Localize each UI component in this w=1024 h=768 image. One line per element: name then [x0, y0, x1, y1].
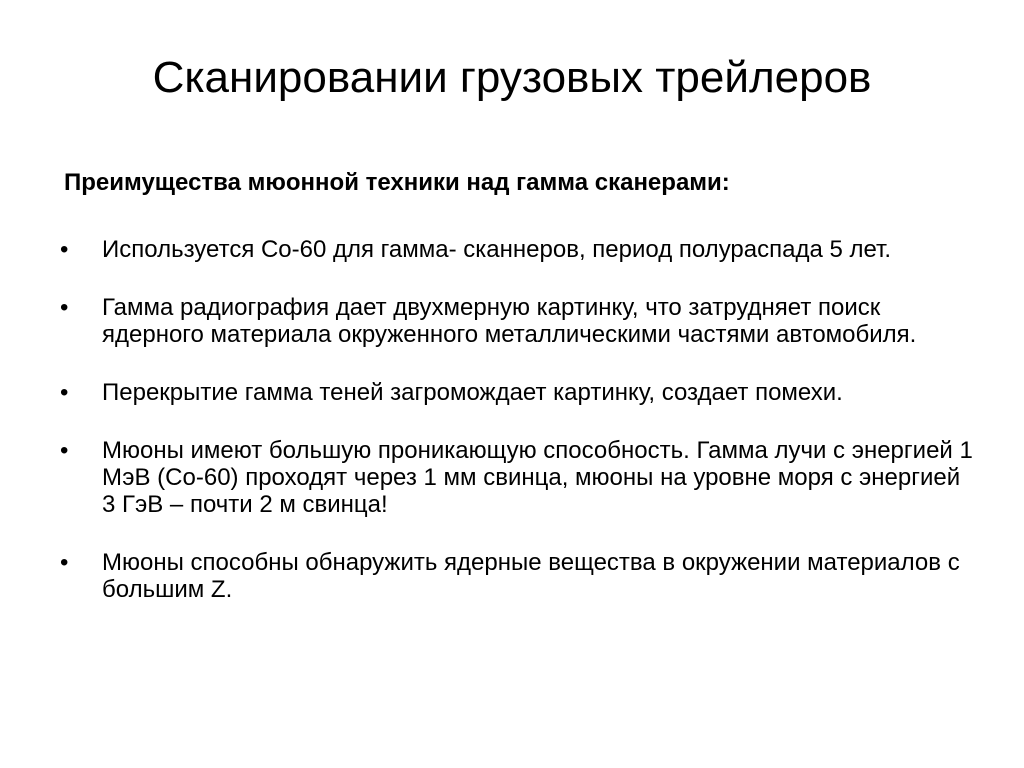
bullet-icon: • — [60, 437, 69, 464]
bullet-text: Мюоны имеют большую проникающую способность. Гамма лучи с энергией 1 МэВ (Со-60) проходят через 1 мм свинца, мюоны на уровне моря с энергией 3 ГэВ – почти 2 м свинца! — [102, 437, 973, 518]
bullet-item — [60, 236, 980, 263]
bullet-text: Используется Со-60 для гамма- сканнеров, период полураспада 5 лет. — [102, 236, 892, 263]
slide-subtitle: Преимущества мюонной техники над гамма сканерами: — [64, 169, 730, 196]
slide-title: Сканировании грузовых трейлеров — [152, 53, 872, 102]
bullet-item — [60, 549, 980, 603]
bullet-text: Мюоны способны обнаружить ядерные вещества в окружении материалов с большим Z. — [102, 549, 960, 603]
bullet-icon: • — [60, 379, 69, 406]
bullet-text: Гамма радиография дает двухмерную картинку, что затрудняет поиск ядерного материала окруженного металлическими частями автомобиля. — [102, 294, 917, 348]
bullet-icon: • — [60, 294, 69, 321]
bullet-item — [60, 379, 980, 406]
bullet-list — [60, 236, 980, 634]
bullet-text: Перекрытие гамма теней загромождает картинку, создает помехи. — [102, 379, 843, 406]
bullet-item — [60, 294, 980, 348]
bullet-icon: • — [60, 236, 69, 263]
bullet-icon: • — [60, 549, 69, 576]
bullet-item — [60, 437, 980, 518]
